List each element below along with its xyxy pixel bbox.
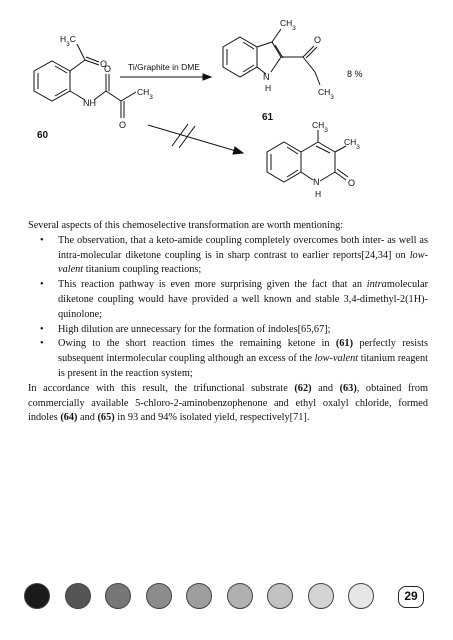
footer-circle bbox=[105, 583, 131, 609]
footer-circle bbox=[227, 583, 253, 609]
indole-h-label: H bbox=[265, 83, 272, 93]
quinolone-h-label: H bbox=[315, 189, 322, 199]
indole-n-label: N bbox=[263, 72, 270, 82]
blocked-arrow bbox=[148, 125, 236, 151]
yield-label: 8 % bbox=[347, 69, 363, 79]
carbonyl-o-label: O bbox=[100, 59, 108, 69]
body-text bbox=[28, 219, 428, 426]
footer-circle bbox=[24, 583, 50, 609]
nh-label: NH bbox=[83, 98, 96, 108]
footer-circle bbox=[348, 583, 374, 609]
reaction-scheme bbox=[0, 0, 453, 215]
quinolone-n-label: N bbox=[313, 177, 320, 187]
quinolone-ch3-3-label: $CH_3$ bbox=[344, 137, 360, 151]
indole-acetyl-ch3-label: $CH_3$ bbox=[318, 87, 334, 101]
indole-ch3-label: $CH_3$ bbox=[280, 18, 296, 32]
quinolone-ch3-4-label: $CH_3$ bbox=[312, 120, 328, 134]
ch3-label: $CH_3$ bbox=[137, 87, 153, 101]
keto-o-label: O bbox=[119, 120, 127, 130]
footer-circle bbox=[186, 583, 212, 609]
quinolone-benzene-ring bbox=[267, 142, 301, 182]
list-item: • High dilution are unnecessary for the formation of indoles[65,67]; bbox=[58, 323, 428, 338]
footer-circle bbox=[267, 583, 293, 609]
footer-circle bbox=[146, 583, 172, 609]
footer-circle-row bbox=[24, 583, 428, 613]
page-number: 29 bbox=[398, 586, 424, 608]
quinolone-o-label: O bbox=[348, 178, 356, 188]
compound-61-number: 61 bbox=[262, 112, 274, 123]
h3c-label: $H_3C$ bbox=[60, 34, 76, 48]
footer-circle bbox=[65, 583, 91, 609]
footer-circle bbox=[308, 583, 334, 609]
compound-60-number: 60 bbox=[37, 130, 49, 141]
closing-paragraph: In accordance with this result, the trifunctional substrate (62) and (63), obtained from commercially available 5-chloro-2-aminobenzophenone and ethyl oxalyl chloride, formed indoles (64) and (65) in 93 and 94% isolated yield, respectively[71]. bbox=[28, 382, 428, 424]
indole-acetyl-o-label: O bbox=[314, 35, 322, 45]
reagent-label: Ti/Graphite in DME bbox=[128, 62, 200, 72]
list-item: • The observation, that a keto-amide coupling completely overcomes both inter- as well as intra-molecular diketone coupling is in sharp contrast to earlier reports[24,34] on low-valent titanium coupling reactions; bbox=[58, 234, 428, 278]
compound-61-indole-ring bbox=[223, 37, 257, 77]
amide-o-label: O bbox=[104, 64, 112, 74]
list-item: • This reaction pathway is even more surprising given the fact that an intramolecular diketone coupling would have provided a well known and stable 3,4-dimethyl-2(1H)-quinolone; bbox=[58, 278, 428, 322]
compound-60-benzene-ring bbox=[34, 61, 70, 101]
bullet-list bbox=[28, 234, 428, 382]
intro-paragraph: Several aspects of this chemoselective transformation are worth mentioning: bbox=[28, 220, 344, 231]
list-item: • Owing to the short reaction times the remaining ketone in (61) perfectly resists subsequent intermolecular coupling although an excess of the low-valent titanium reagent is present in the reaction system; bbox=[58, 337, 428, 381]
